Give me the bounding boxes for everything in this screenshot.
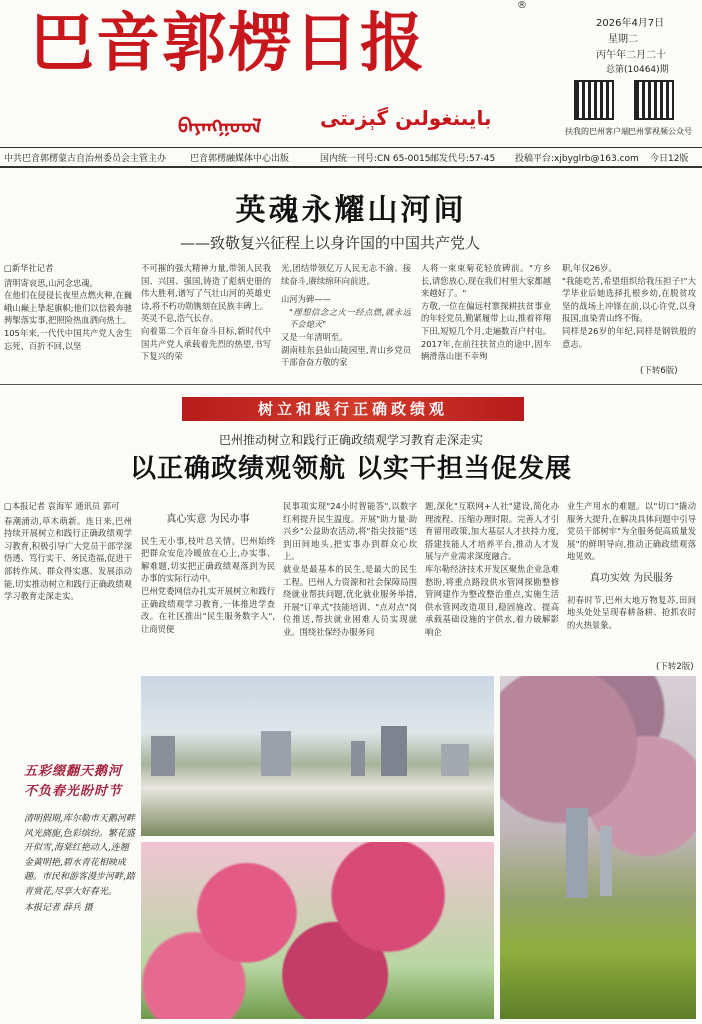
feature-text-1: 春潮涌动,草木萌新。连日来,巴州持续开展树立和践行正确政绩观学习教育,积极引导广大党员干部学深悟透、笃行实干、务民造福,促进干部转作风、群众得实惠、发展添动能,切实推动树立和践行正确政绩观学习教育走深走实。 — [4, 515, 132, 602]
issue-date: 2026年4月7日 — [596, 18, 665, 29]
feature-headline: 以正确政绩观领航 以实干担当促发展 — [129, 454, 573, 484]
submit-email[interactable]: 投稿平台:xjbyglrb@163.com — [515, 154, 639, 164]
photo-crabapple-flowers — [141, 842, 494, 1019]
cn-number: 国内统一刊号:CN 65-0015 — [320, 154, 431, 164]
feature-text-5b: 初春时节,巴州大地万物复苏,田间地头处处呈现春耕备耕、抢抓农时的火热景象。 — [567, 594, 696, 630]
qr-right-label: 巴州掌视频公众号 — [628, 127, 692, 136]
feature-subhead-1: 真心实意 为民办事 — [166, 514, 250, 525]
lead-continued[interactable]: (下转6版) — [640, 366, 678, 376]
lead-text-1: 清明寄哀思,山河念忠魂。 在他们在侵侵长夜里点燃火种,在巍峨山巅上挚起旗帜;他们以信毅奔驰骋掣落实事,把照险热血洒向热土。 105年来,一代代中国共产党人舍生忘死、百折不回,以坚 — [4, 277, 132, 351]
lead-column-5: 职,年仅26岁。 "我能吃苦,希望组织给我压担子!"大学毕业后她选择扎根乡幼,在脱贫攻坚的战场上冲锋在前,以心许党,以身报国,血染青山终不悔。 同样是26岁的年纪,同样是钢铁般的意志。 — [562, 263, 696, 349]
photo-credit: 本报记者 薛兵 摄 — [24, 903, 93, 913]
section-divider — [0, 384, 702, 385]
feature-text-5a: 业生产用水的难题。以"切口"撬动服务大提升,在解决具体问题中引导党员干部树牢"为全服务促高质量发展"的鲜明导向,推动正确政绩观落地见效。 — [567, 501, 696, 562]
lead-column-3 — [281, 262, 411, 374]
feature-kicker: 巴州推动树立和践行正确政绩观学习教育走深走实 — [218, 433, 483, 447]
caption-body — [24, 812, 136, 916]
registered-mark: ® — [517, 0, 527, 11]
photo-spring-park — [500, 676, 696, 1019]
lead-column-1 — [4, 262, 132, 372]
qr-code-app[interactable] — [574, 80, 614, 120]
publisher-text: 巴音郭楞融媒体中心出版 — [190, 154, 290, 164]
publication-info-bar — [0, 147, 702, 168]
feature-byline: □本报记者 袁海军 通讯员 郭可 — [4, 501, 120, 511]
photo-riverside-blossoms — [141, 676, 494, 836]
issue-number: 总第(10464)期 — [606, 65, 669, 75]
lunar-date: 丙午年二月二十 — [596, 50, 666, 61]
feature-column-4: 题,深化"互联网+人社"建设,简化办理流程、压缩办理时限。完善人才引育留用政策,加大基层人才扶持力度,搭建技能人才培养平台,推动人才发展与产业需求深度融合。 库尔勒经济技术开发区聚焦企业急难愁盼,将重点路段供水管网探勘整修管网建作为整改整治重点,实施生活供水管网改造项目,稳固施改、提高承载基础设施的宇供水,着力破解影响企 — [425, 501, 559, 637]
feature-column-1 — [4, 500, 132, 660]
page-count: 今日12版 — [650, 154, 689, 164]
feature-subhead-2: 真功实效 为民服务 — [589, 572, 674, 584]
lead-quote: "理想信念之火一经点燃,就永远不会熄灭" — [289, 306, 411, 330]
lead-text-3a: 光,团结带领亿万人民无志不渝、接续奋斗,赓续绵环向前进。 — [281, 263, 411, 286]
lead-headline: 英魂永耀山河间 — [235, 193, 467, 228]
qr-left-label: 扶我的巴州客户端 — [565, 127, 629, 136]
lead-text-3b: 又是一年清明至。 湖南桂东县仙山陵园里,青山乡党员干部奋奋方敬的家 — [281, 331, 411, 368]
lead-column-2: 不可摧的强大精神力量,带领人民我国、兴国、强国,铸造了彪炳史册的伟大胜利,谱写了气壮山河的英雄史诗,将不朽功勋镌刻在民族丰碑上。 英灵不息,浩气长存。 向着第二个百年奋斗目标,新时代中国共产党人承载着先烈的热望,书写下复兴的荣 — [141, 263, 271, 362]
lead-subheadline: ——致敬复兴征程上以身许国的中国共产党人 — [180, 234, 481, 252]
lead-column-4: 人将一束束菊花轻放碑前。"方乡长,请您放心,现在我们村里大家都越来越好了。" 方敬,一位在偏远村寨探耕扶贫事业的年轻党员,勤紧履带上山,推着祥翔下田,短短几个月,走遍数百户村屯。2017年,在前往扶贫点的途中,因车辆滑落山崖不幸殉 — [421, 263, 551, 362]
mongolian-title: ᠪᠠᠶᠠᠩᠭᠣᠣᠯ — [178, 114, 262, 138]
feature-continued[interactable]: (下转2版) — [656, 662, 694, 672]
feature-text-2: 民生无小事,枝叶总关情。巴州始终把群众安危冷暖放在心上,办实事、解难题,切实把正确政绩观落到为民办事的实际行动中。 巴州党委网信办扎实开展树立和践行正确政绩观学习教育,一体推进学查改。在社区推出"民生服务数字人",让商贸便 — [141, 535, 275, 634]
feature-column-5 — [567, 500, 696, 660]
uyghur-title: بايىنغولىن گېزىتى — [320, 106, 492, 130]
qr-code-wechat[interactable] — [634, 80, 674, 120]
lead-kicker: 山河为碑—— — [281, 294, 331, 305]
caption-text: 清明假期,库尔勒市天鹅河畔风光旖旎,色彩缤纷。繁花盛开似雪,海棠红艳动人,连翘金黄明艳,碧水青花相映成趣。市民和游客漫步河畔,踏青赏花,尽享大好春光。 — [24, 814, 135, 897]
feature-column-2 — [141, 500, 275, 660]
feature-column-3: 民事项实现"24小时智能答",以数字红利提升民生温度。开展"助力量·助兴乡"公益助农活动,将"指尖技能"送到田间地头,把实事办到群众心坎上。 就业是最基本的民生,是最大的民生工程。巴州人力资源和社会保障局围绕就业帮扶问题,优化就业服务举措,开展"订单式"技能培训、"点对点"岗位推送,帮扶就业困难人员实现就业。围绕社保经办服务问 — [283, 501, 417, 637]
photo-caption — [24, 762, 136, 916]
caption-title-1: 五彩缀翻天鹅河 — [24, 764, 123, 779]
sponsor-text: 中共巴音郭楞蒙古自治州委员会主管主办 — [4, 154, 167, 164]
weekday: 星期二 — [608, 34, 638, 45]
caption-title-2: 不负春光盼时节 — [24, 784, 123, 799]
feature-banner: 树立和践行正确政绩观 — [182, 397, 524, 421]
lead-byline: □新华社记者 — [4, 263, 54, 273]
newspaper-masthead: 巴音郭楞日报 — [30, 6, 426, 81]
postal-code: 邮发代号:57-45 — [430, 154, 496, 164]
